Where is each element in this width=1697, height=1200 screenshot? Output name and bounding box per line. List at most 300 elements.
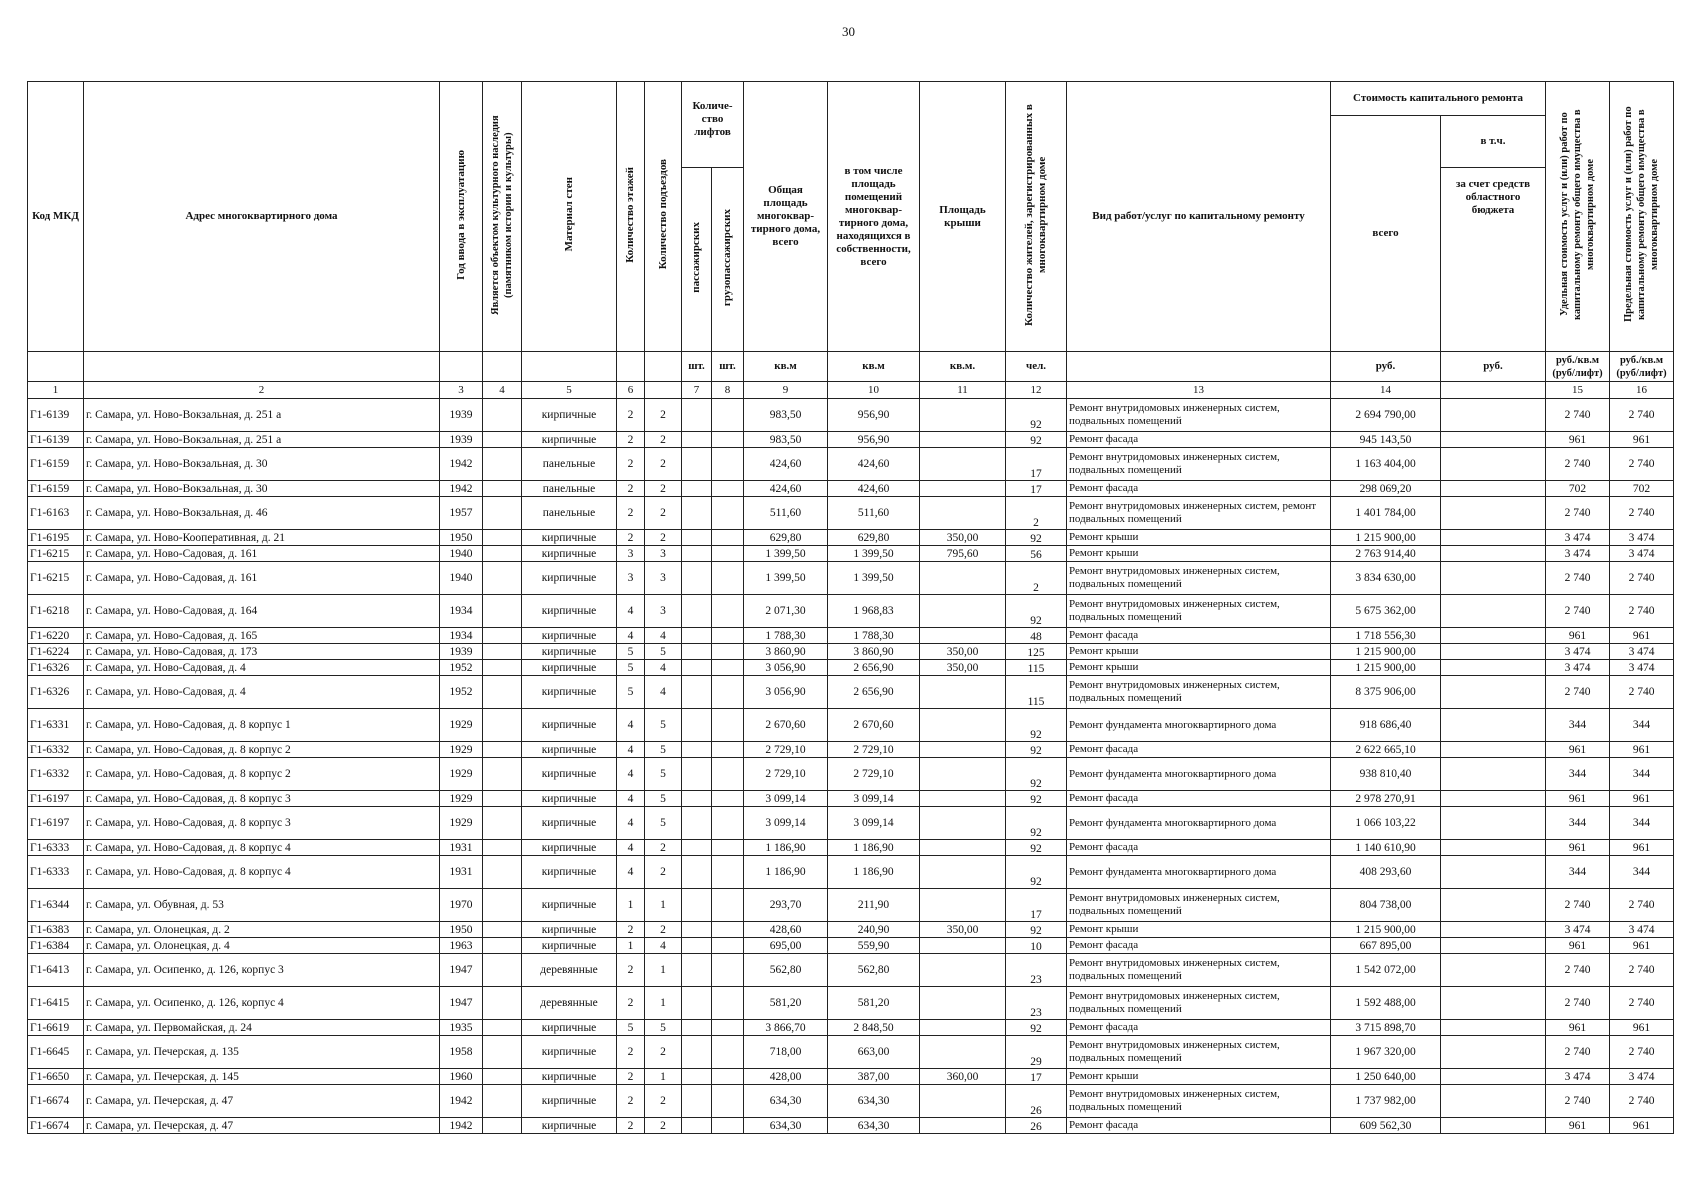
cell-roof-area [920, 889, 1006, 922]
cell-unit-cost: 2 740 [1546, 448, 1610, 481]
cell-work-type: Ремонт внутридомовых инженерных систем, подвальных помещений [1067, 562, 1331, 595]
cell-address: г. Самара, ул. Олонецкая, д. 4 [84, 938, 440, 954]
cell-cost-total: 408 293,60 [1331, 856, 1441, 889]
cell-work-type: Ремонт внутридомовых инженерных систем, подвальных помещений [1067, 448, 1331, 481]
cell-address: г. Самара, ул. Ново-Садовая, д. 8 корпус 4 [84, 840, 440, 856]
column-number [1441, 382, 1546, 399]
cell-entrances: 5 [645, 709, 682, 742]
cell-cost-total: 1 250 640,00 [1331, 1069, 1441, 1085]
cell-cost-regional [1441, 856, 1546, 889]
table-row [28, 938, 1674, 954]
cell-lifts-cargo [712, 791, 744, 807]
cell-year: 1942 [440, 1085, 483, 1118]
cell-lifts-cargo [712, 938, 744, 954]
column-number: 11 [920, 382, 1006, 399]
cell-unit-cost: 344 [1546, 856, 1610, 889]
cell-cost-total: 1 066 103,22 [1331, 807, 1441, 840]
cell-entrances: 1 [645, 889, 682, 922]
cell-lifts-cargo [712, 807, 744, 840]
unit-area-11: кв.м. [920, 352, 1006, 382]
cell-total-area: 634,30 [744, 1118, 828, 1134]
cell-material: кирпичные [522, 562, 617, 595]
cell-work-type: Ремонт крыши [1067, 922, 1331, 938]
cell-roof-area [920, 399, 1006, 432]
cell-code: Г1-6332 [28, 742, 84, 758]
header-lifts-cargo: грузопассажирских [712, 168, 744, 352]
cell-lifts-passenger [682, 644, 712, 660]
unit-pcs-2: шт. [712, 352, 744, 382]
cell-unit-cost: 3 474 [1546, 530, 1610, 546]
cell-address: г. Самара, ул. Ново-Кооперативная, д. 21 [84, 530, 440, 546]
cell-unit-cost: 961 [1546, 628, 1610, 644]
cell-year: 1929 [440, 709, 483, 742]
cell-year: 1950 [440, 530, 483, 546]
cell-lifts-cargo [712, 1020, 744, 1036]
cell-floors: 4 [617, 742, 645, 758]
cell-address: г. Самара, ул. Осипенко, д. 126, корпус 4 [84, 987, 440, 1020]
cell-work-type: Ремонт фасада [1067, 432, 1331, 448]
table-row [28, 481, 1674, 497]
cell-entrances: 1 [645, 1069, 682, 1085]
table-row [28, 1020, 1674, 1036]
cell-cost-regional [1441, 758, 1546, 791]
cell-material: кирпичные [522, 530, 617, 546]
cell-material: кирпичные [522, 840, 617, 856]
cell-address: г. Самара, ул. Обувная, д. 53 [84, 889, 440, 922]
cell-year: 1939 [440, 399, 483, 432]
cell-heritage [483, 562, 522, 595]
cell-unit-cost: 344 [1546, 758, 1610, 791]
cell-floors: 2 [617, 432, 645, 448]
cell-owned-area: 2 656,90 [828, 676, 920, 709]
cell-cost-total: 3 715 898,70 [1331, 1020, 1441, 1036]
cell-residents: 92 [1006, 742, 1067, 758]
cell-heritage [483, 481, 522, 497]
cell-owned-area: 2 729,10 [828, 742, 920, 758]
table-row [28, 546, 1674, 562]
table-row [28, 807, 1674, 840]
table-row [28, 399, 1674, 432]
cell-unit-cost: 961 [1546, 938, 1610, 954]
cell-floors: 1 [617, 889, 645, 922]
cell-unit-cost: 3 474 [1546, 1069, 1610, 1085]
cell-code: Г1-6415 [28, 987, 84, 1020]
table-row [28, 758, 1674, 791]
cell-year: 1970 [440, 889, 483, 922]
cell-total-area: 1 788,30 [744, 628, 828, 644]
cell-heritage [483, 1036, 522, 1069]
cell-owned-area: 562,80 [828, 954, 920, 987]
cell-year: 1939 [440, 432, 483, 448]
cell-residents: 92 [1006, 709, 1067, 742]
cell-entrances: 4 [645, 676, 682, 709]
cell-heritage [483, 676, 522, 709]
table-row [28, 1036, 1674, 1069]
cell-cost-regional [1441, 954, 1546, 987]
cell-year: 1929 [440, 742, 483, 758]
cell-lifts-cargo [712, 660, 744, 676]
table-row [28, 660, 1674, 676]
cell-cost-regional [1441, 481, 1546, 497]
cell-lifts-passenger [682, 791, 712, 807]
cell-max-cost: 3 474 [1610, 546, 1674, 562]
cell-max-cost: 2 740 [1610, 889, 1674, 922]
cell-roof-area [920, 840, 1006, 856]
column-number: 16 [1610, 382, 1674, 399]
cell-lifts-passenger [682, 448, 712, 481]
cell-lifts-passenger [682, 562, 712, 595]
cell-cost-total: 3 834 630,00 [1331, 562, 1441, 595]
cell-residents: 92 [1006, 791, 1067, 807]
cell-total-area: 983,50 [744, 432, 828, 448]
cell-year: 1935 [440, 1020, 483, 1036]
cell-cost-regional [1441, 562, 1546, 595]
cell-roof-area [920, 676, 1006, 709]
column-numbers-row [28, 382, 1674, 399]
cell-material: кирпичные [522, 922, 617, 938]
cell-address: г. Самара, ул. Печерская, д. 47 [84, 1085, 440, 1118]
cell-lifts-cargo [712, 448, 744, 481]
cell-cost-regional [1441, 432, 1546, 448]
cell-material: кирпичные [522, 856, 617, 889]
cell-work-type: Ремонт фасада [1067, 481, 1331, 497]
header-residents: Количество жителей, зарегистрированных в многоквартирном доме [1006, 82, 1067, 352]
column-number: 5 [522, 382, 617, 399]
cell-total-area: 3 099,14 [744, 807, 828, 840]
cell-unit-cost: 2 740 [1546, 954, 1610, 987]
cell-max-cost: 961 [1610, 1020, 1674, 1036]
cell-entrances: 2 [645, 530, 682, 546]
cell-floors: 2 [617, 1085, 645, 1118]
cell-cost-total: 1 163 404,00 [1331, 448, 1441, 481]
cell-residents: 56 [1006, 546, 1067, 562]
cell-address: г. Самара, ул. Ново-Садовая, д. 8 корпус 4 [84, 856, 440, 889]
cell-code: Г1-6331 [28, 709, 84, 742]
cell-residents: 125 [1006, 644, 1067, 660]
cell-cost-regional [1441, 807, 1546, 840]
cell-owned-area: 581,20 [828, 987, 920, 1020]
cell-max-cost: 344 [1610, 758, 1674, 791]
cell-unit-cost: 961 [1546, 1020, 1610, 1036]
cell-lifts-passenger [682, 1069, 712, 1085]
cell-year: 1952 [440, 660, 483, 676]
column-number: 9 [744, 382, 828, 399]
column-number: 15 [1546, 382, 1610, 399]
cell-roof-area [920, 595, 1006, 628]
cell-cost-regional [1441, 1020, 1546, 1036]
cell-owned-area: 1 788,30 [828, 628, 920, 644]
cell-heritage [483, 840, 522, 856]
cell-material: кирпичные [522, 628, 617, 644]
cell-cost-total: 804 738,00 [1331, 889, 1441, 922]
cell-code: Г1-6384 [28, 938, 84, 954]
cell-material: кирпичные [522, 399, 617, 432]
table-row [28, 840, 1674, 856]
cell-lifts-passenger [682, 481, 712, 497]
cell-total-area: 983,50 [744, 399, 828, 432]
unit-rub-15: руб. [1441, 352, 1546, 382]
cell-max-cost: 702 [1610, 481, 1674, 497]
cell-residents: 2 [1006, 497, 1067, 530]
cell-entrances: 2 [645, 856, 682, 889]
cell-residents: 115 [1006, 660, 1067, 676]
cell-work-type: Ремонт внутридомовых инженерных систем, подвальных помещений [1067, 1085, 1331, 1118]
cell-cost-total: 609 562,30 [1331, 1118, 1441, 1134]
cell-cost-regional [1441, 676, 1546, 709]
cell-work-type: Ремонт фундамента многоквартирного дома [1067, 856, 1331, 889]
cell-address: г. Самара, ул. Олонецкая, д. 2 [84, 922, 440, 938]
unit-rub-14: руб. [1331, 352, 1441, 382]
cell-roof-area [920, 562, 1006, 595]
cell-cost-regional [1441, 791, 1546, 807]
cell-address: г. Самара, ул. Ново-Вокзальная, д. 30 [84, 481, 440, 497]
cell-roof-area [920, 791, 1006, 807]
cell-cost-regional [1441, 530, 1546, 546]
cell-roof-area: 360,00 [920, 1069, 1006, 1085]
cell-lifts-passenger [682, 497, 712, 530]
cell-residents: 2 [1006, 562, 1067, 595]
cell-floors: 5 [617, 1020, 645, 1036]
cell-lifts-passenger [682, 676, 712, 709]
cell-max-cost: 961 [1610, 432, 1674, 448]
cell-roof-area [920, 856, 1006, 889]
cell-unit-cost: 961 [1546, 432, 1610, 448]
cell-cost-total: 938 810,40 [1331, 758, 1441, 791]
cell-heritage [483, 628, 522, 644]
cell-heritage [483, 938, 522, 954]
cell-work-type: Ремонт фасада [1067, 1020, 1331, 1036]
cell-lifts-cargo [712, 530, 744, 546]
cell-lifts-cargo [712, 432, 744, 448]
column-number: 13 [1067, 382, 1331, 399]
cell-floors: 2 [617, 1036, 645, 1069]
cell-year: 1950 [440, 922, 483, 938]
cell-work-type: Ремонт внутридомовых инженерных систем, подвальных помещений [1067, 1036, 1331, 1069]
cell-cost-total: 1 592 488,00 [1331, 987, 1441, 1020]
cell-roof-area [920, 938, 1006, 954]
cell-heritage [483, 1069, 522, 1085]
cell-year: 1929 [440, 758, 483, 791]
cell-heritage [483, 644, 522, 660]
header-address: Адрес многоквартирного дома [84, 82, 440, 352]
cell-residents: 23 [1006, 954, 1067, 987]
cell-address: г. Самара, ул. Ново-Садовая, д. 161 [84, 546, 440, 562]
cell-heritage [483, 1020, 522, 1036]
cell-lifts-passenger [682, 546, 712, 562]
cell-floors: 4 [617, 840, 645, 856]
cell-material: кирпичные [522, 889, 617, 922]
column-number: 2 [84, 382, 440, 399]
cell-code: Г1-6195 [28, 530, 84, 546]
unit-area-9: кв.м [744, 352, 828, 382]
cell-cost-total: 1 215 900,00 [1331, 660, 1441, 676]
column-number: 1 [28, 382, 84, 399]
cell-lifts-cargo [712, 1069, 744, 1085]
cell-work-type: Ремонт внутридомовых инженерных систем, подвальных помещений [1067, 676, 1331, 709]
cell-total-area: 3 099,14 [744, 791, 828, 807]
cell-unit-cost: 2 740 [1546, 497, 1610, 530]
cell-address: г. Самара, ул. Первомайская, д. 24 [84, 1020, 440, 1036]
cell-floors: 2 [617, 1069, 645, 1085]
cell-cost-regional [1441, 595, 1546, 628]
table-row [28, 595, 1674, 628]
cell-total-area: 634,30 [744, 1085, 828, 1118]
cell-code: Г1-6674 [28, 1085, 84, 1118]
cell-entrances: 5 [645, 807, 682, 840]
cell-max-cost: 961 [1610, 840, 1674, 856]
cell-unit-cost: 3 474 [1546, 660, 1610, 676]
cell-entrances: 5 [645, 1020, 682, 1036]
cell-max-cost: 3 474 [1610, 660, 1674, 676]
cell-code: Г1-6650 [28, 1069, 84, 1085]
cell-entrances: 2 [645, 481, 682, 497]
cell-max-cost: 2 740 [1610, 497, 1674, 530]
cell-cost-total: 1 737 982,00 [1331, 1085, 1441, 1118]
cell-lifts-passenger [682, 1085, 712, 1118]
cell-code: Г1-6332 [28, 758, 84, 791]
cell-residents: 115 [1006, 676, 1067, 709]
cell-max-cost: 961 [1610, 742, 1674, 758]
cell-cost-regional [1441, 1069, 1546, 1085]
cell-total-area: 3 866,70 [744, 1020, 828, 1036]
cell-cost-total: 1 718 556,30 [1331, 628, 1441, 644]
cell-entrances: 3 [645, 595, 682, 628]
cell-cost-regional [1441, 709, 1546, 742]
cell-lifts-passenger [682, 856, 712, 889]
header-unit-cost: Удельная стоимость услуг и (или) работ по капитальному ремонту общего имущества в многоквартирном доме [1546, 82, 1610, 352]
cell-work-type: Ремонт внутридомовых инженерных систем, подвальных помещений [1067, 889, 1331, 922]
cell-entrances: 1 [645, 987, 682, 1020]
table-row [28, 448, 1674, 481]
cell-code: Г1-6333 [28, 856, 84, 889]
table-row [28, 1069, 1674, 1085]
cell-heritage [483, 791, 522, 807]
cell-owned-area: 956,90 [828, 432, 920, 448]
table-body [28, 399, 1674, 1134]
cell-owned-area: 629,80 [828, 530, 920, 546]
cell-owned-area: 424,60 [828, 448, 920, 481]
cell-cost-total: 298 069,20 [1331, 481, 1441, 497]
cell-year: 1942 [440, 1118, 483, 1134]
cell-work-type: Ремонт фасада [1067, 840, 1331, 856]
cell-max-cost: 2 740 [1610, 1036, 1674, 1069]
cell-year: 1958 [440, 1036, 483, 1069]
cell-heritage [483, 987, 522, 1020]
cell-floors: 5 [617, 676, 645, 709]
cell-total-area: 1 186,90 [744, 840, 828, 856]
cell-total-area: 2 729,10 [744, 758, 828, 791]
cell-heritage [483, 432, 522, 448]
cell-entrances: 5 [645, 758, 682, 791]
cell-year: 1931 [440, 840, 483, 856]
cell-unit-cost: 2 740 [1546, 987, 1610, 1020]
cell-year: 1963 [440, 938, 483, 954]
cell-heritage [483, 922, 522, 938]
cell-floors: 4 [617, 856, 645, 889]
cell-lifts-cargo [712, 889, 744, 922]
page-number: 30 [842, 24, 855, 39]
cell-total-area: 3 056,90 [744, 660, 828, 676]
cell-code: Г1-6619 [28, 1020, 84, 1036]
cell-heritage [483, 497, 522, 530]
header-cost-incl: в т.ч. [1441, 116, 1546, 168]
cell-residents: 26 [1006, 1085, 1067, 1118]
table-row [28, 954, 1674, 987]
cell-material: кирпичные [522, 1069, 617, 1085]
cell-work-type: Ремонт фасада [1067, 628, 1331, 644]
cell-address: г. Самара, ул. Печерская, д. 135 [84, 1036, 440, 1069]
cell-entrances: 2 [645, 840, 682, 856]
cell-year: 1942 [440, 481, 483, 497]
cell-cost-regional [1441, 1036, 1546, 1069]
cell-entrances: 2 [645, 497, 682, 530]
cell-cost-regional [1441, 660, 1546, 676]
cell-roof-area [920, 758, 1006, 791]
cell-residents: 17 [1006, 481, 1067, 497]
cell-roof-area [920, 1036, 1006, 1069]
cell-unit-cost: 3 474 [1546, 644, 1610, 660]
cell-total-area: 428,60 [744, 922, 828, 938]
cell-material: панельные [522, 448, 617, 481]
cell-lifts-cargo [712, 595, 744, 628]
cell-lifts-passenger [682, 399, 712, 432]
cell-owned-area: 1 399,50 [828, 546, 920, 562]
cell-work-type: Ремонт фасада [1067, 791, 1331, 807]
cell-year: 1931 [440, 856, 483, 889]
cell-owned-area: 663,00 [828, 1036, 920, 1069]
cell-floors: 4 [617, 628, 645, 644]
table-row [28, 432, 1674, 448]
cell-entrances: 2 [645, 448, 682, 481]
cell-residents: 17 [1006, 889, 1067, 922]
table-row [28, 497, 1674, 530]
table-row [28, 709, 1674, 742]
cell-cost-regional [1441, 448, 1546, 481]
cell-lifts-cargo [712, 840, 744, 856]
cell-owned-area: 1 186,90 [828, 856, 920, 889]
cell-residents: 23 [1006, 987, 1067, 1020]
cell-cost-total: 1 401 784,00 [1331, 497, 1441, 530]
cell-work-type: Ремонт крыши [1067, 530, 1331, 546]
cell-work-type: Ремонт фундамента многоквартирного дома [1067, 709, 1331, 742]
cell-owned-area: 2 848,50 [828, 1020, 920, 1036]
cell-floors: 2 [617, 497, 645, 530]
column-number [645, 382, 682, 399]
cell-material: кирпичные [522, 1020, 617, 1036]
table-row [28, 1118, 1674, 1134]
cell-unit-cost: 2 740 [1546, 399, 1610, 432]
cell-heritage [483, 758, 522, 791]
cell-lifts-cargo [712, 758, 744, 791]
cell-floors: 3 [617, 562, 645, 595]
cell-material: кирпичные [522, 644, 617, 660]
cell-roof-area [920, 1118, 1006, 1134]
header-max-cost: Предельная стоимость услуг и (или) работ по капитальному ремонту общего имущества в многоквартирном доме [1610, 82, 1674, 352]
cell-unit-cost: 961 [1546, 840, 1610, 856]
cell-cost-total: 1 215 900,00 [1331, 530, 1441, 546]
cell-address: г. Самара, ул. Осипенко, д. 126, корпус 3 [84, 954, 440, 987]
cell-cost-regional [1441, 628, 1546, 644]
cell-heritage [483, 448, 522, 481]
cell-lifts-passenger [682, 889, 712, 922]
cell-code: Г1-6197 [28, 807, 84, 840]
cell-roof-area [920, 1085, 1006, 1118]
cell-residents: 92 [1006, 399, 1067, 432]
cell-year: 1934 [440, 595, 483, 628]
cell-total-area: 2 729,10 [744, 742, 828, 758]
cell-floors: 5 [617, 660, 645, 676]
cell-year: 1960 [440, 1069, 483, 1085]
